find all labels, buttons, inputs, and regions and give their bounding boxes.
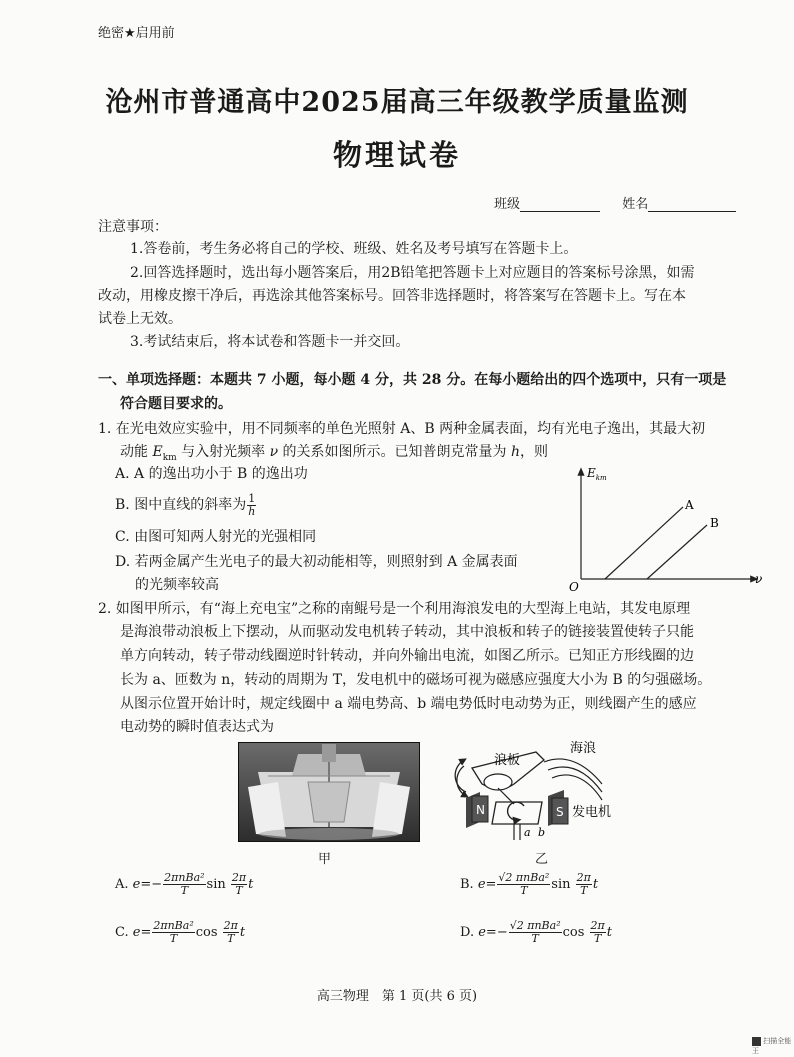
name-label: 姓名 [622, 197, 649, 212]
q2-line: 是海浪带动浪板上下摆动，从而驱动发电机转子转动，其中浪板和转子的链接装置使转子只能 [120, 624, 694, 640]
q2-option-b: B. e= $\frac{\text{√2 πnBa²}}{T}$ sin $\frac{2\pi}{T}$ t [460, 871, 599, 897]
wave-line [544, 759, 602, 784]
q2-line: 2. 如图甲所示，有“海上充电宝”之称的南鲲号是一个利用海浪发电的大型海上电站，其发电原理 [98, 601, 691, 617]
terminal-a-label: a [524, 826, 531, 839]
q2-line: 电动势的瞬时值表达式为 [120, 719, 274, 735]
x-axis-label: ν [755, 572, 763, 586]
ek-frequency-graph [565, 465, 765, 600]
figure-yi-caption: 乙 [535, 852, 549, 867]
class-label: 班级 [494, 197, 521, 212]
class-blank [520, 197, 600, 212]
note-item: 试卷上无效。 [98, 311, 182, 327]
q2-line: 单方向转动，转子带动线圈逆时针转动，并向外输出电流，如图乙所示。已知正方形线圈的边 [120, 648, 694, 664]
generator-diagram [452, 740, 642, 848]
q1-option-d-cont: 的光频率较高 [135, 577, 219, 593]
q1-option-d: D. 若两金属产生光电子的最大初动能相等，则照射到 A 金属表面 [115, 554, 518, 570]
origin-label: O [569, 580, 579, 594]
y-axis-label: $E_{km}$ [587, 466, 607, 482]
q2-line: 长为 a、匝数为 n，转动的周期为 T，发电机中的磁场可视为磁感应强度大小为 B 的匀强磁场。 [120, 672, 712, 688]
n-pole-label: N [476, 803, 485, 817]
q2-option-d: D. e=− $\frac{\text{√2 πnBa²}}{T}$ cos $\frac{2\pi}{T}$ t [460, 919, 612, 945]
scanner-logo-icon [752, 1037, 761, 1046]
note-item: 1.答卷前，考生务必将自己的学校、班级、姓名及考号填写在答题卡上。 [130, 241, 578, 257]
name-blank [648, 197, 736, 212]
section-heading: 一、单项选择题：本题共 7 小题，每小题 4 分，共 28 分。在每小题给出的四个选项中，只有一项是 [98, 372, 727, 388]
note-item: 3.考试结束后，将本试卷和答题卡一并交回。 [130, 334, 410, 350]
q2-line: 从图示位置开始计时，规定线圈中 a 端电势高、b 端电势低时电动势为正，则线圈产生的感应 [120, 696, 697, 712]
class-name-line [494, 193, 736, 212]
board-label: 浪板 [494, 753, 521, 768]
ship-photo [238, 742, 420, 842]
line-b-label: B [710, 516, 719, 530]
q1-line2: 动能 $E_{km}$ 与入射光频率 ν 的关系如图所示。已知普朗克常量为 h，则 [120, 444, 549, 463]
line-a [605, 507, 683, 579]
q1-option-b: B. 图中直线的斜率为 $\frac{1}{h}$ [115, 491, 256, 518]
terminal-b-label: b [538, 826, 546, 839]
note-item: 改动，用橡皮擦干净后，再选涂其他答案标号。回答非选择题时，将答案写在答题卡上。写在本 [98, 288, 686, 304]
fraction: $\frac{1}{h}$ [248, 491, 256, 518]
figure-jia-caption: 甲 [318, 852, 332, 867]
notes-heading: 注意事项： [98, 219, 168, 235]
note-item: 2.回答选择题时，选出每小题答案后，用2B铅笔把答题卡上对应题目的答案标号涂黑，如需 [130, 265, 695, 281]
subject-title: 物理试卷 [332, 138, 461, 172]
q2-option-c: C. e= $\frac{\text{2πnBa²}}{T}$ cos $\frac{2\pi}{T}$ t [115, 919, 246, 945]
scanner-watermark: 扫描全能王 [752, 1037, 792, 1055]
page-footer: 高三物理 第 1 页(共 6 页) [316, 989, 478, 1004]
exam-title: 沧州市普通高中2025届高三年级教学质量监测 [105, 87, 689, 118]
q1-line1: 1. 在光电效应实验中，用不同频率的单色光照射 A、B 两种金属表面，均有光电子逸出，其最大初 [98, 421, 706, 437]
coil-rotation-arrow [508, 802, 524, 820]
line-b [647, 525, 707, 579]
board-hinge [484, 774, 512, 790]
section-heading-cont: 符合题目要求的。 [120, 396, 232, 412]
line-a-label: A [685, 498, 694, 512]
s-pole-label: S [556, 805, 564, 819]
confidential-label: 绝密★启用前 [98, 26, 175, 41]
generator-label: 发电机 [572, 805, 612, 820]
q1-option-a: A. A 的逸出功小于 B 的逸出功 [115, 466, 308, 482]
wave-label: 海浪 [570, 741, 597, 756]
wave-line [548, 767, 602, 792]
q1-option-c: C. 由图可知两人射光的光强相同 [115, 529, 317, 545]
q2-option-a: A. e=− $\frac{\text{2πnBa²}}{T}$ sin $\frac{2\pi}{T}$ t [115, 871, 254, 897]
